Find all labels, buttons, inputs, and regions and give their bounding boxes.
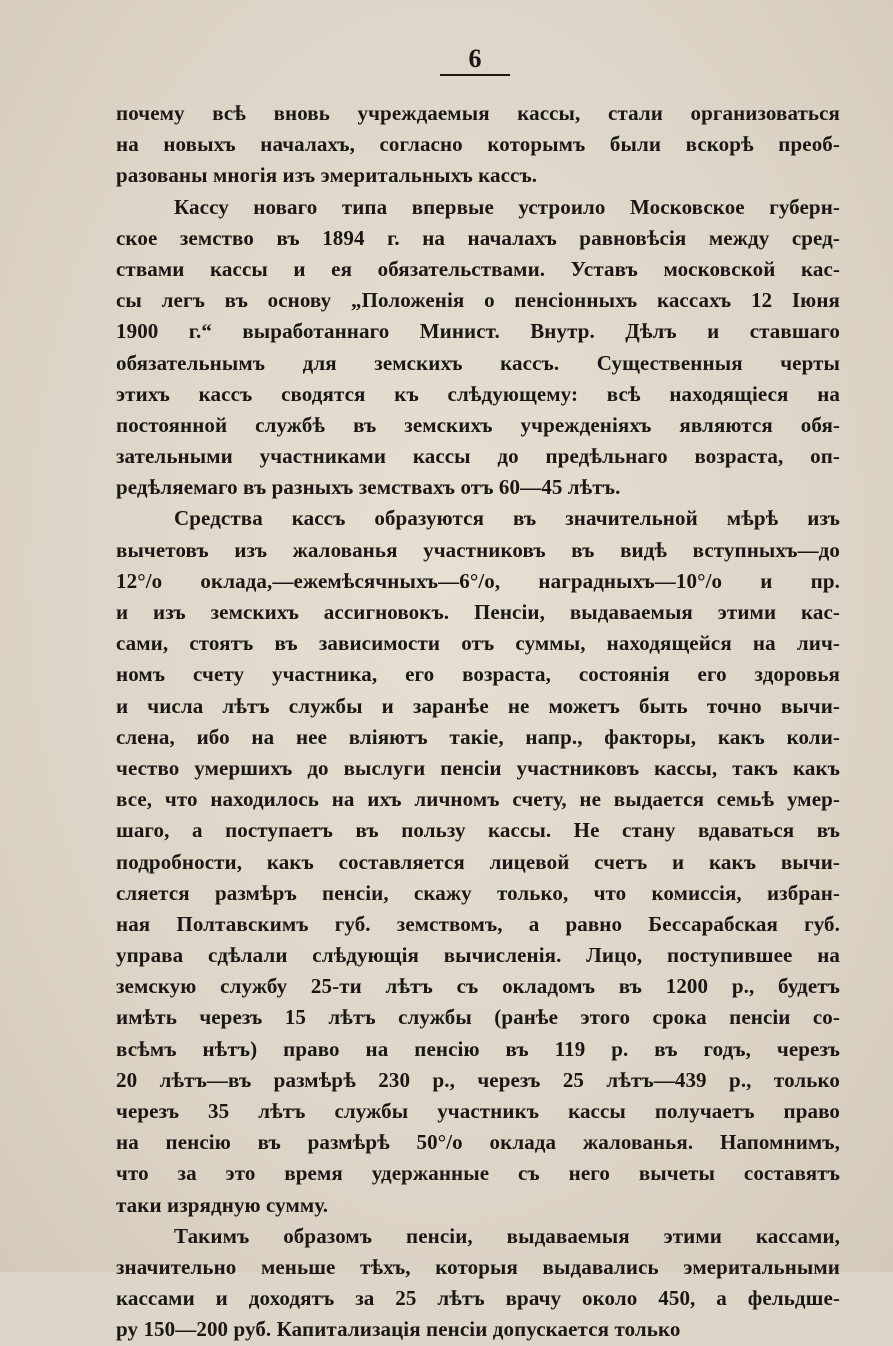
text-line: значительно меньше тѣхъ, которыя выдавались эмеритальными <box>116 1254 840 1279</box>
text-line: ское земство въ 1894 г. на началахъ равновѣсія между сред- <box>116 225 840 250</box>
text-line: подробности, какъ составляется лицевой счетъ и какъ вычи- <box>116 849 840 874</box>
text-line: слена, ибо на нее вліяютъ такіе, напр., факторы, какъ коли- <box>116 724 840 749</box>
text-line: этихъ кассъ сводятся къ слѣдующему: всѣ находящіеся на <box>116 381 840 406</box>
text-line: ная Полтавскимъ губ. земствомъ, а равно Бессарабская губ. <box>116 911 840 936</box>
text-line: обязательнымъ для земскихъ кассъ. Существенныя черты <box>116 350 840 375</box>
text-line: сами, стоятъ въ зависимости отъ суммы, находящейся на лич- <box>116 631 840 656</box>
text-line: чество умершихъ до выслуги пенсіи участниковъ кассы, такъ какъ <box>116 755 840 780</box>
text-line: разованы многія изъ эмеритальныхъ кассъ. <box>116 163 538 188</box>
text-line: зательными участниками кассы до предѣльнаго возраста, оп- <box>116 444 840 469</box>
text-line: ствами кассы и ея обязательствами. Уставъ московской кас- <box>116 256 840 281</box>
page-number: 6 <box>468 44 482 73</box>
text-line: на новыхъ началахъ, согласно которымъ были вскорѣ преоб- <box>116 132 840 157</box>
text-line: 1900 г.“ выработаннаго Минист. Внутр. Дѣлъ и ставшаго <box>116 319 840 344</box>
text-line: имѣть черезъ 15 лѣтъ службы (ранѣе этого срока пенсіи со- <box>116 1005 840 1030</box>
text-line: таки изрядную сумму. <box>116 1192 329 1217</box>
text-line: управа сдѣлали слѣдующія вычисленія. Лицо, поступившее на <box>116 943 840 968</box>
text-line: и изъ земскихъ ассигновокъ. Пенсіи, выдаваемыя этими кас- <box>116 600 840 624</box>
text-line: постоянной службѣ въ земскихъ учрежденіяхъ являются обя- <box>116 412 840 437</box>
text-line: редѣляемаго въ разныхъ земствахъ отъ 60—45 лѣтъ. <box>116 475 621 500</box>
body-text <box>116 98 840 1346</box>
text-line: сы легъ въ основу „Положенія о пенсіонныхъ кассахъ 12 Іюня <box>116 288 840 313</box>
text-line: кассами и доходятъ за 25 лѣтъ врачу около 450, а фельдше- <box>116 1286 840 1311</box>
text-line: шаго, а поступаетъ въ пользу кассы. Не стану вдаваться въ <box>116 818 840 843</box>
text-line: всѣмъ нѣтъ) право на пенсію въ 119 р. въ годъ, черезъ <box>116 1036 840 1061</box>
text-line: почему всѣ вновь учреждаемыя кассы, стали организоваться <box>116 101 840 125</box>
page-number-underline <box>440 74 510 76</box>
text-line: Кассу новаго типа впервые устроило Московское губерн- <box>174 194 840 219</box>
text-line: Такимъ образомъ пенсіи, выдаваемыя этими кассами, <box>174 1223 840 1248</box>
text-line: и числа лѣтъ службы и заранѣе не можетъ быть точно вычи- <box>116 693 840 718</box>
text-line: что за это время удержанные съ него вычеты составятъ <box>116 1161 840 1186</box>
text-line: ру 150—200 руб. Капитализація пенсіи допускается только <box>116 1317 681 1342</box>
text-line: земскую службу 25-ти лѣтъ съ окладомъ въ 1200 р., будетъ <box>116 974 840 999</box>
text-line: вычетовъ изъ жалованья участниковъ въ видѣ вступныхъ—до <box>116 537 840 562</box>
text-line: 12°/о оклада,—ежемѣсячныхъ—6°/о, наградныхъ—10°/о и пр. <box>116 568 840 593</box>
text-line: Средства кассъ образуются въ значительной мѣрѣ изъ <box>174 506 840 531</box>
text-line: 20 лѣтъ—въ размѣрѣ 230 р., черезъ 25 лѣтъ—439 р., только <box>116 1067 840 1092</box>
text-line: сляется размѣръ пенсіи, скажу только, что комиссія, избран- <box>116 880 840 905</box>
text-line: черезъ 35 лѣтъ службы участникъ кассы получаетъ право <box>116 1099 840 1123</box>
text-line: на пенсію въ размѣрѣ 50°/о оклада жалованья. Напомнимъ, <box>116 1130 840 1155</box>
text-line: все, что находилось на ихъ личномъ счету, не выдается семьѣ умер- <box>116 787 840 812</box>
text-line: номъ счету участника, его возраста, состоянія его здоровья <box>116 662 840 687</box>
